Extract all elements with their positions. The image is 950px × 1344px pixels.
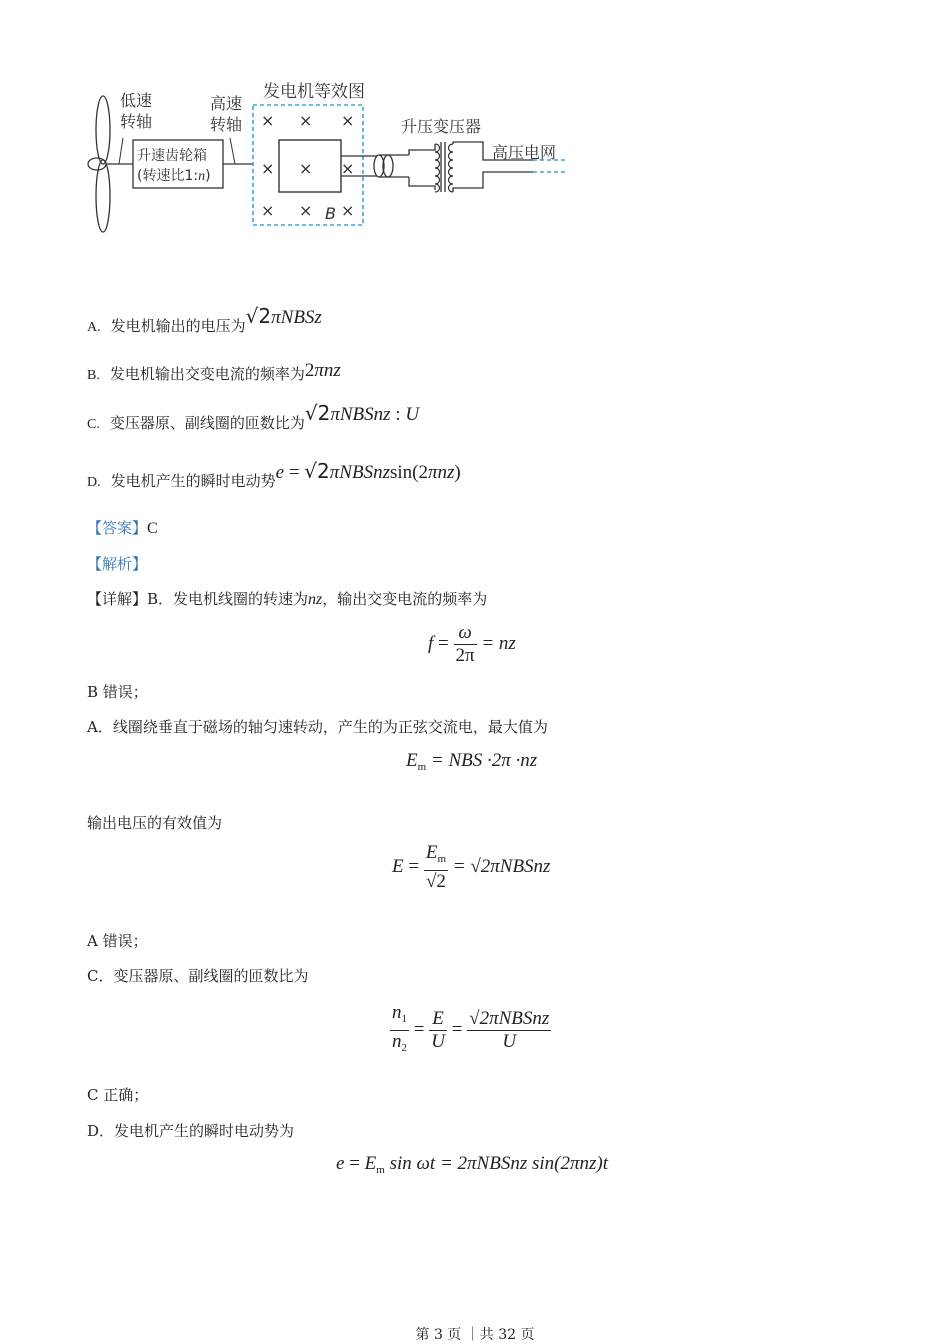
svg-text:×: ×: [261, 159, 275, 178]
equation-frequency: f = $\frac{\omega}{2\pi}$ = nz: [428, 622, 516, 666]
a-explanation: A．线圈绕垂直于磁场的轴匀速转动，产生的为正弦交流电，最大值为: [87, 718, 548, 736]
field-symbol-b: B: [325, 204, 336, 223]
analysis-tag: 【解析】: [87, 555, 148, 573]
gearbox-label-2: (转速比1:n): [137, 168, 211, 184]
analysis-line: [87, 553, 147, 575]
option-d: D. 发电机产生的瞬时电动势e = √2πNBSnzsin(2πnz): [87, 459, 461, 490]
primary-coil: [435, 144, 440, 192]
blade-bottom: [96, 160, 110, 232]
b-wrong: B 错误；: [87, 683, 148, 701]
generator-title: 发电机等效图: [263, 82, 365, 102]
c-right: C 正确；: [87, 1086, 149, 1104]
detail-line: 【详解】B．发电机线圈的转速为nz，输出交变电流的频率为: [87, 590, 488, 608]
svg-text:×: ×: [341, 201, 355, 220]
svg-text:×: ×: [261, 201, 275, 220]
svg-text:×: ×: [299, 201, 313, 220]
svg-text:×: ×: [299, 159, 313, 178]
page-footer: 第 3 页 ｜共 32 页: [415, 1327, 535, 1343]
svg-text:×: ×: [341, 159, 355, 178]
high-speed-label-1: 高速: [210, 94, 243, 113]
transformer-label: 升压变压器: [401, 117, 482, 136]
detail-tag: 【详解】: [87, 590, 148, 608]
wind-generator-diagram: [85, 78, 585, 243]
c-explanation: C．变压器原、副线圈的匝数比为: [87, 967, 309, 985]
option-b: B. 发电机输出交变电流的频率为2πnz: [87, 360, 341, 383]
grid-label: 高压电网: [492, 143, 557, 162]
svg-text:×: ×: [299, 111, 313, 130]
low-speed-label-1: 低速: [120, 91, 153, 110]
a-wrong: A 错误；: [87, 932, 148, 950]
high-speed-label-2: 转轴: [210, 115, 243, 134]
blade-top: [96, 96, 110, 164]
secondary-coil: [449, 144, 454, 192]
equation-turns-ratio: $\frac{n_1}{n_2}$ = $\frac{E}{U}$ = $\frac{\text{√2πNBSnz}}{U}$: [392, 1002, 550, 1054]
answer-tag: 【答案】: [87, 519, 148, 537]
svg-text:×: ×: [341, 111, 355, 130]
equation-instant-emf: $e = E_m$ sin ωt = 2πNBSnz sin(2πnz)t: [336, 1153, 608, 1176]
low-speed-label-2: 转轴: [120, 112, 153, 131]
d-explanation: D．发电机产生的瞬时电动势为: [87, 1122, 295, 1140]
equation-effective-voltage: E = $\frac{E_m}{√2}$ = √2πNBSnz: [392, 842, 551, 892]
answer-line: [87, 517, 158, 540]
option-a: A. 发电机输出的电压为√2πNBSz: [87, 304, 322, 335]
answer-value: C: [147, 520, 158, 537]
option-c: C. 变压器原、副线圈的匝数比为√2πNBSnz : U: [87, 401, 420, 432]
svg-text:×: ×: [261, 111, 275, 130]
equation-max-emf: $E_m$ = NBS ·2π ·nz: [406, 750, 538, 773]
voltage-text: 输出电压的有效值为: [87, 814, 223, 832]
gearbox-label-1: 升速齿轮箱: [137, 148, 207, 164]
